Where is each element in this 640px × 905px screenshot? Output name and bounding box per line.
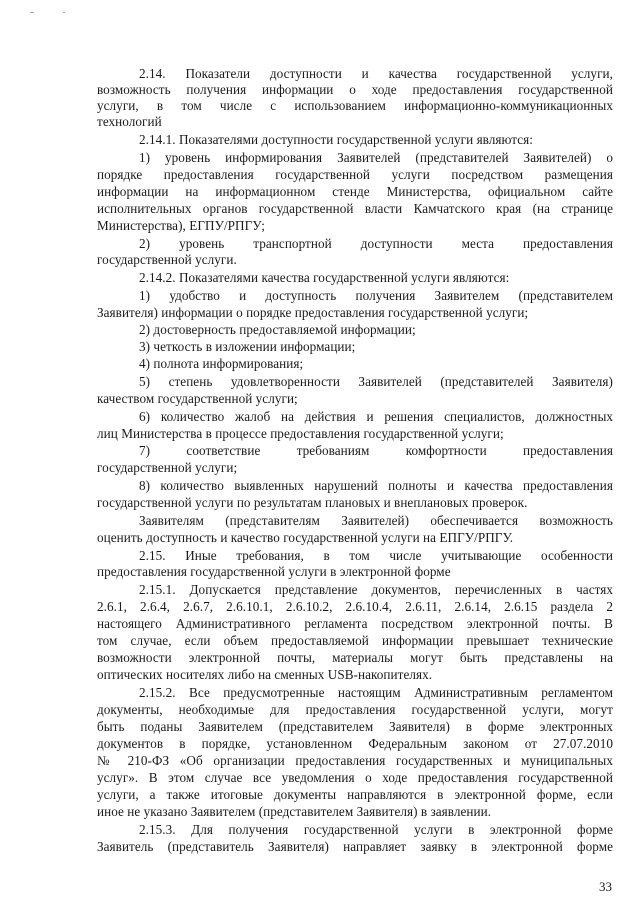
text-line: документы, необходимые для предоставления государственной услуги, могут [97,702,613,717]
text-line: лиц Министерства в процессе предоставления государственной услуги; [97,426,504,441]
text-line: 2.15.1. Допускается представление документов, перечисленных в частях [139,582,613,597]
text-line: Заявителям (представителям Заявителей) обеспечивается возможность [139,513,613,528]
text-line: государственной услуги. [97,252,237,267]
text-line: возможность получения информации о ходе предоставления государственной [97,82,613,97]
text-line: возможности электронной почты, материалы могут быть представлены на [97,650,613,665]
text-line: 2.6.1, 2.6.4, 2.6.7, 2.6.10.1, 2.6.10.2, 2.6.10.4, 2.6.11, 2.6.14, 2.6.15 раздела 2 [97,599,613,614]
text-line: 6) количество жалоб на действия и решения специалистов, должностных [139,409,613,424]
text-line: 4) полнота информирования; [139,356,304,371]
text-line: 2.15.2. Все предусмотренные настоящим Административным регламентом [139,685,613,700]
text-line: исполнительных органов государственной власти Камчатского края (на странице [97,201,613,216]
text-line: 5) степень удовлетворенности Заявителей (представителей Заявителя) [139,374,613,389]
text-line: № 210-ФЗ «Об организации предоставления государственных и муниципальных [97,753,613,768]
text-line: 2.15.3. Для получения государственной услуги в электронной форме [139,822,613,837]
text-line: оценить доступность и качество государственной услуги на ЕПГУ/РПГУ. [97,530,514,545]
text-line: качеством государственной услуги; [97,391,298,406]
scan-mark [30,12,34,13]
text-line: 7) соответствие требованиям комфортности предоставления [139,443,613,458]
text-line: предоставления государственной услуги в электронной форме [97,564,451,579]
text-line: том случае, если объем предоставляемой информации превышает технические [97,633,613,648]
text-line: порядке предоставления государственной услуги посредством размещения [97,167,613,182]
text-line: услуг». В этом случае все уведомления о ходе предоставления государственной [97,770,613,785]
text-line: 3) четкость в изложении информации; [139,339,356,354]
text-line: 8) количество выявленных нарушений полноты и качества предоставления [139,478,613,493]
text-line: настоящего Административного регламента посредством электронной почты. В [97,616,613,631]
text-line: иное не указано Заявителем (представителем Заявителя) в заявлении. [97,804,492,819]
text-line: государственной услуги; [97,460,238,475]
text-line: услуги, в том числе с использованием информационно-коммуникационных [97,98,613,113]
text-line: Заявитель (представитель Заявителя) направляет заявку в электронной форме [97,839,613,854]
text-line: 2.14.2. Показателями качества государственной услуги являются: [139,270,510,285]
text-line: информации на информационном стенде Министерства, официальном сайте [97,184,613,199]
text-line: документов в порядке, установленном Федеральным законом от 27.07.2010 [97,736,613,751]
text-line: быть поданы Заявителем (представителем Заявителя) в форме электронных [97,719,613,734]
text-line: технологий [97,114,162,129]
text-line: оптических носителях либо на сменных USB-накопителях. [97,667,433,682]
text-line: 2.14.1. Показателями доступности государственной услуги являются: [139,132,533,147]
text-line: государственной услуги по результатам плановых и внеплановых проверок. [97,495,528,510]
text-line: 2.14. Показатели доступности и качества государственной услуги, [139,66,613,81]
text-line: Заявителя) информации о порядке предоставления государственной услуги; [97,305,529,320]
text-line: 2.15. Иные требования, в том числе учитывающие особенности [139,548,613,563]
text-line: 1) уровень информирования Заявителей (представителей Заявителей) о [139,150,613,165]
text-line: 2) уровень транспортной доступности места предоставления [139,236,613,251]
scan-mark [63,12,65,13]
text-line: услуги, а также итоговые документы направляются в электронной форме, если [97,787,613,802]
page-number: 33 [599,879,612,894]
text-line: 2) достоверность предоставляемой информации; [139,322,416,337]
text-line: 1) удобство и доступность получения Заявителем (представителем [139,288,613,303]
text-line: Министерства), ЕГПУ/РПГУ; [97,218,265,233]
